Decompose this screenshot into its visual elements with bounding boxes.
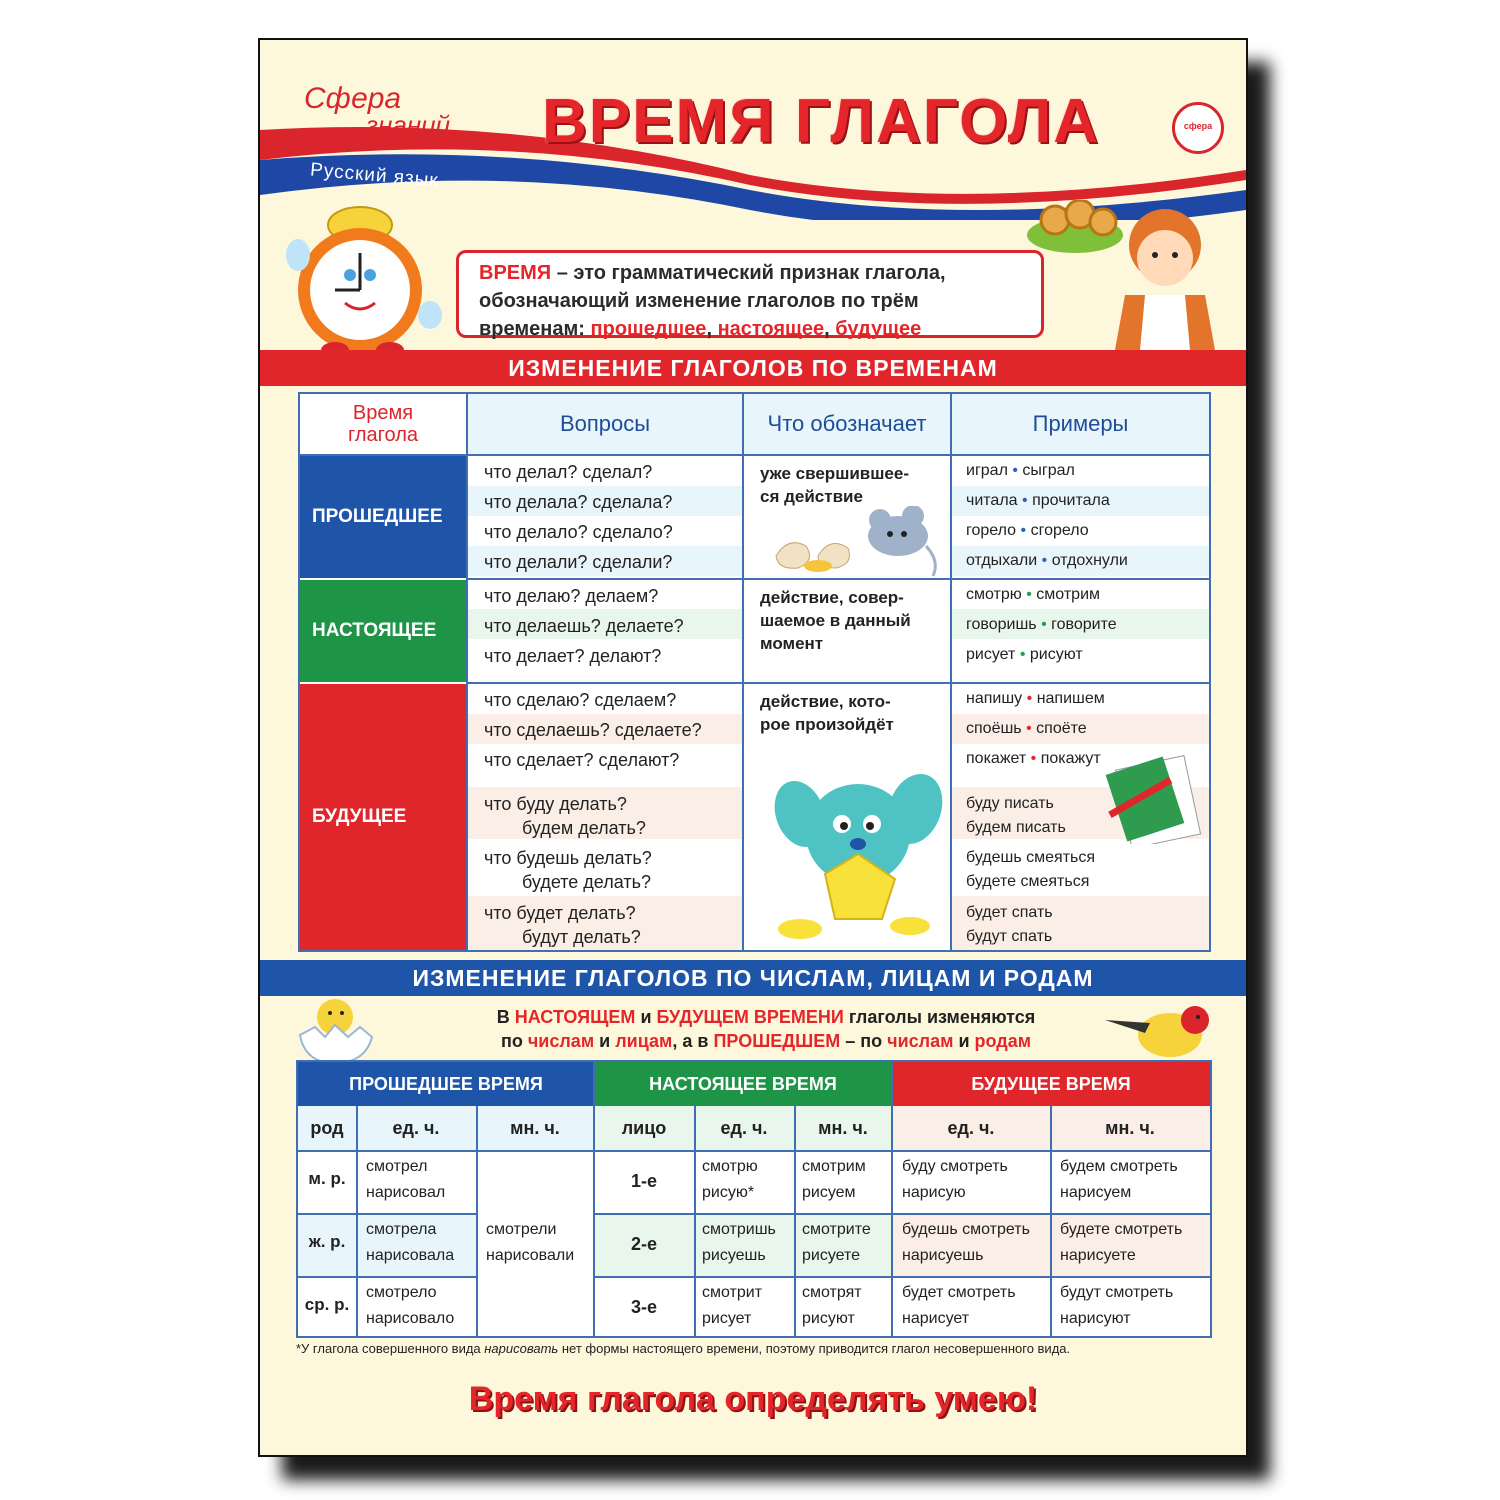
example-present-a: смотрю — [966, 586, 1022, 603]
present-form: смотрит — [702, 1284, 763, 1301]
footnote-part: нет формы настоящего времени, поэтому приводится глагол несовершенного вида. — [558, 1341, 1071, 1356]
subheader-person: лицо — [594, 1106, 694, 1150]
bullet: • — [1022, 492, 1028, 509]
example-future-line: буду писать — [966, 795, 1054, 812]
example-future-a: напишу — [966, 690, 1023, 707]
question-future — [484, 792, 646, 840]
col-header-questions: Вопросы — [468, 394, 742, 454]
grid-line — [468, 682, 1209, 684]
boy-with-bagels-illustration — [1015, 200, 1245, 350]
past-plural-form: смотрели — [486, 1221, 557, 1238]
footnote-italic: нарисовать — [484, 1341, 559, 1356]
question-future-line: будут делать? — [522, 927, 641, 947]
present-form: смотрим — [802, 1158, 866, 1175]
past-form: смотрела — [366, 1221, 437, 1238]
example-past-b: сгорело — [1030, 522, 1089, 539]
past-singular — [366, 1154, 445, 1206]
past-plural-form: нарисовали — [486, 1247, 575, 1264]
clock-illustration — [280, 205, 450, 360]
definition-comma: , — [706, 318, 712, 340]
question-future — [484, 846, 652, 894]
past-form: нарисовала — [366, 1247, 455, 1264]
rule-part: и — [640, 1007, 652, 1027]
meaning-present-line: момент — [760, 634, 824, 653]
example-future-a: споёшь — [966, 720, 1022, 737]
future-form: нарисует — [902, 1310, 970, 1327]
brand-name-line2: знаний — [366, 110, 451, 140]
grid-line — [794, 1106, 796, 1336]
subject-label: Русский язык — [309, 159, 440, 192]
rule-highlight: лицам — [615, 1031, 673, 1051]
bullet: • — [1019, 646, 1026, 663]
bullet: • — [1041, 616, 1047, 633]
present-singular — [702, 1154, 758, 1206]
grid-line — [300, 454, 1209, 456]
past-form: нарисовало — [366, 1310, 455, 1327]
definition-term: ВРЕМЯ — [479, 262, 552, 284]
future-singular — [902, 1154, 1008, 1206]
future-form: будут смотреть — [1060, 1284, 1174, 1301]
example-future-b: покажут — [1040, 750, 1101, 767]
past-plural — [486, 1217, 574, 1269]
grid-line — [594, 1276, 1210, 1278]
notebook-pen-illustration — [1105, 754, 1205, 844]
conjugation-table — [296, 1060, 1212, 1338]
grid-line — [356, 1106, 358, 1336]
question-future-line: что будет делать? — [484, 903, 636, 923]
rule-highlight: числам — [527, 1031, 595, 1051]
definition-text: – это грамматический признак глагола, обозначающий изменение глаголов по трём временам: — [479, 262, 946, 340]
example-future-a: покажет — [966, 750, 1027, 767]
meaning-future — [760, 690, 950, 736]
rule-highlight: родам — [974, 1031, 1032, 1051]
question-future — [484, 901, 641, 949]
col-header-tense-line2: глагола — [348, 424, 418, 446]
rule-highlight: ПРОШЕДШЕМ — [713, 1031, 841, 1051]
meaning-future-line: действие, кото- — [760, 692, 891, 711]
example-past-b: сыграл — [1022, 462, 1075, 479]
meaning-future-line: рое произойдёт — [760, 715, 894, 734]
question-present: что делаешь? делаете? — [484, 616, 684, 636]
past-form: нарисовал — [366, 1184, 446, 1201]
tense-present: НАСТОЯЩЕЕ — [300, 580, 468, 682]
subheader-gender: род — [298, 1106, 356, 1150]
subheader-singular: ед. ч. — [694, 1106, 794, 1150]
example-future — [966, 750, 1101, 768]
future-form: будешь смотреть — [902, 1221, 1030, 1238]
grid-line — [468, 578, 1209, 580]
future-form: будете смотреть — [1060, 1221, 1183, 1238]
footnote-part: *У глагола совершенного вида — [296, 1341, 485, 1356]
present-form: рисуешь — [702, 1247, 766, 1264]
grid-line — [891, 1062, 893, 1336]
example-future-line: будут спать — [966, 928, 1053, 945]
grid-line — [950, 394, 952, 950]
question-future-line: что буду делать? — [484, 794, 627, 814]
footnote — [296, 1340, 1216, 1357]
past-form: смотрел — [366, 1158, 428, 1175]
definition-future: будущее — [835, 318, 922, 340]
grid-line — [1050, 1106, 1052, 1336]
tense-table — [298, 392, 1211, 952]
bird-illustration — [1100, 995, 1220, 1065]
slogan: Время глагола определять умею! — [468, 1380, 1038, 1418]
example-past-a: горело — [966, 522, 1017, 539]
question-future: что сделаю? сделаем? — [484, 690, 677, 710]
example-future — [966, 720, 1087, 738]
present-plural — [802, 1217, 871, 1269]
present-form: смотрю — [702, 1158, 758, 1175]
future-plural — [1060, 1280, 1173, 1332]
group-header-future: БУДУЩЕЕ ВРЕМЯ — [892, 1062, 1210, 1106]
question-past: что делало? сделало? — [484, 522, 673, 542]
meaning-past-line: уже свершившее- — [760, 464, 909, 483]
publisher-logo-text: сфера — [1183, 121, 1213, 131]
example-past-a: играл — [966, 462, 1008, 479]
bullet: • — [1030, 750, 1037, 767]
bullet: • — [1026, 586, 1032, 603]
example-past-a: отдыхали — [966, 552, 1038, 569]
question-future-line: будем делать? — [522, 818, 646, 838]
poster — [258, 38, 1248, 1457]
example-future-line: будет спать — [966, 904, 1053, 921]
subheader-plural: мн. ч. — [794, 1106, 892, 1150]
question-future: что сделает? сделают? — [484, 750, 680, 770]
gender-label: м. р. — [308, 1169, 346, 1188]
bullet: • — [1026, 690, 1033, 707]
grid-line — [594, 1213, 1210, 1215]
col-header-examples: Примеры — [952, 394, 1209, 454]
future-form: нарисуете — [1060, 1247, 1136, 1264]
brand-name-line1: Сфера — [304, 82, 402, 115]
example-past-b: прочитала — [1032, 492, 1110, 509]
grid-line — [298, 1150, 1210, 1152]
future-form: нарисую — [902, 1184, 966, 1201]
chick-illustration — [290, 995, 380, 1065]
rule-highlight: НАСТОЯЩЕМ — [514, 1007, 636, 1027]
example-present-b: рисуют — [1029, 646, 1083, 663]
meaning-present — [760, 586, 950, 655]
gender-label: ср. р. — [304, 1295, 350, 1314]
definition-comma: , — [824, 318, 830, 340]
rule-part: В — [496, 1007, 510, 1027]
past-form: смотрело — [366, 1284, 437, 1301]
person-label: 3-е — [630, 1297, 657, 1317]
person-label: 1-е — [630, 1171, 657, 1191]
question-present: что делаю? делаем? — [484, 586, 659, 606]
subheader-plural: мн. ч. — [1050, 1106, 1210, 1150]
question-future-line: будете делать? — [522, 872, 651, 892]
future-form: нарисуют — [1060, 1310, 1131, 1327]
past-singular — [366, 1217, 454, 1269]
future-form: нарисуем — [1060, 1184, 1132, 1201]
rule-highlight: числам — [887, 1031, 954, 1051]
future-plural — [1060, 1217, 1182, 1269]
question-present: что делает? делают? — [484, 646, 662, 666]
meaning-present-line: действие, совер- — [760, 588, 904, 607]
col-header-tense-line1: Время — [352, 402, 414, 424]
present-plural — [802, 1154, 866, 1206]
meaning-past — [760, 462, 950, 508]
subheader-singular: ед. ч. — [356, 1106, 476, 1150]
present-form: рисуют — [802, 1310, 855, 1327]
example-present — [966, 616, 1117, 634]
rule-text — [456, 1005, 1076, 1053]
example-present — [966, 646, 1083, 664]
example-present-b: говорите — [1051, 616, 1117, 633]
question-past: что делал? сделал? — [484, 462, 653, 482]
example-future-b: споёте — [1036, 720, 1087, 737]
page-title: ВРЕМЯ ГЛАГОЛА — [542, 87, 1101, 156]
person-label: 2-е — [630, 1234, 657, 1254]
example-present — [966, 586, 1100, 604]
subheader-plural: мн. ч. — [476, 1106, 594, 1150]
example-future-line: будем писать — [966, 819, 1066, 836]
example-future — [966, 901, 1053, 949]
rule-highlight: БУДУЩЕМ ВРЕМЕНИ — [656, 1007, 844, 1027]
section1-banner: ИЗМЕНЕНИЕ ГЛАГОЛОВ ПО ВРЕМЕНАМ — [260, 350, 1246, 386]
definition-present: настоящее — [717, 318, 825, 340]
present-form: смотрят — [802, 1284, 862, 1301]
future-singular — [902, 1217, 1030, 1269]
col-header-tense — [300, 394, 466, 454]
example-past — [966, 462, 1075, 480]
meaning-past-line: ся действие — [760, 487, 863, 506]
past-singular — [366, 1280, 454, 1332]
question-future-line: что будешь делать? — [484, 848, 652, 868]
group-header-present: НАСТОЯЩЕЕ ВРЕМЯ — [594, 1062, 892, 1106]
future-form: буду смотреть — [902, 1158, 1008, 1175]
tense-future: БУДУЩЕЕ — [300, 684, 468, 950]
example-present-b: смотрим — [1036, 586, 1101, 603]
rule-part: глаголы изменяются — [848, 1007, 1036, 1027]
example-past — [966, 492, 1110, 510]
mouse-eggshell-illustration — [768, 506, 948, 578]
example-future — [966, 792, 1066, 840]
present-singular — [702, 1217, 776, 1269]
example-future-b: напишем — [1036, 690, 1105, 707]
present-form: рисуем — [802, 1184, 856, 1201]
col-header-meaning: Что обозначает — [744, 394, 950, 454]
grid-line — [694, 1106, 696, 1336]
example-past-a: читала — [966, 492, 1018, 509]
example-future-line: будете смеяться — [966, 873, 1090, 890]
grid-line — [466, 394, 468, 950]
rule-part: , а в — [672, 1031, 709, 1051]
present-form: смотрите — [802, 1221, 871, 1238]
definition-past: прошедшее — [590, 318, 707, 340]
present-form: рисую* — [702, 1184, 755, 1201]
future-form: будет смотреть — [902, 1284, 1016, 1301]
definition-box — [456, 250, 1044, 338]
tense-past: ПРОШЕДШЕЕ — [300, 456, 468, 578]
example-present-a: рисует — [966, 646, 1016, 663]
present-form: рисуете — [802, 1247, 861, 1264]
example-future — [966, 690, 1105, 708]
bullet: • — [1041, 552, 1048, 569]
future-form: будем смотреть — [1060, 1158, 1178, 1175]
grid-line — [298, 1276, 476, 1278]
example-present-a: говоришь — [966, 616, 1037, 633]
bullet: • — [1026, 720, 1032, 737]
example-past — [966, 522, 1089, 540]
example-past — [966, 552, 1128, 570]
example-past-b: отдохнули — [1051, 552, 1128, 569]
example-future — [966, 846, 1095, 894]
grid-line — [476, 1106, 478, 1336]
present-plural — [802, 1280, 862, 1332]
blue-creature-illustration — [770, 754, 950, 944]
grid-line — [742, 394, 744, 950]
future-form: нарисуешь — [902, 1247, 984, 1264]
rule-part: – по — [845, 1031, 883, 1051]
rule-part: по — [500, 1031, 523, 1051]
future-singular — [902, 1280, 1016, 1332]
bullet: • — [1012, 462, 1018, 479]
question-past: что делали? сделали? — [484, 552, 673, 572]
future-plural — [1060, 1154, 1178, 1206]
present-singular — [702, 1280, 762, 1332]
meaning-present-line: шаемое в данный — [760, 611, 911, 630]
bullet: • — [1020, 522, 1027, 539]
question-future: что сделаешь? сделаете? — [484, 720, 702, 740]
subheader-singular: ед. ч. — [892, 1106, 1050, 1150]
rule-part: и — [599, 1031, 611, 1051]
group-header-past: ПРОШЕДШЕЕ ВРЕМЯ — [298, 1062, 594, 1106]
present-form: рисует — [702, 1310, 752, 1327]
present-form: смотришь — [702, 1221, 776, 1238]
question-past: что делала? сделала? — [484, 492, 673, 512]
rule-part: и — [958, 1031, 970, 1051]
grid-line — [298, 1213, 476, 1215]
example-future-line: будешь смеяться — [966, 849, 1096, 866]
section2-banner: ИЗМЕНЕНИЕ ГЛАГОЛОВ ПО ЧИСЛАМ, ЛИЦАМ И РОДАМ — [260, 960, 1246, 996]
gender-label: ж. р. — [308, 1232, 346, 1251]
publisher-logo — [1172, 102, 1224, 154]
